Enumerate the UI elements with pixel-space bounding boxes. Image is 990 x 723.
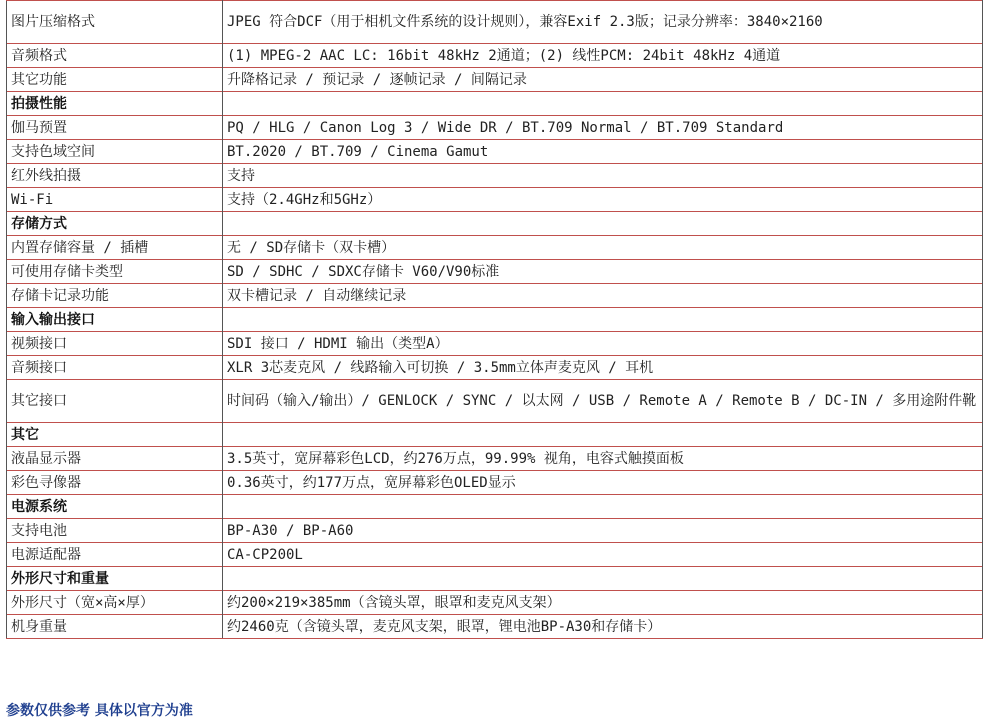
- section-title: 存储方式: [7, 212, 223, 236]
- table-row: [7, 260, 983, 284]
- table-row: [7, 543, 983, 567]
- section-title: 外形尺寸和重量: [7, 567, 223, 591]
- section-blank-cell: [223, 567, 983, 591]
- section-title: 拍摄性能: [7, 92, 223, 116]
- table-row: [7, 332, 983, 356]
- spec-value: PQ / HLG / Canon Log 3 / Wide DR / BT.709 Normal / BT.709 Standard: [223, 116, 983, 140]
- spec-label: 支持色域空间: [7, 140, 223, 164]
- spec-value: 支持: [223, 164, 983, 188]
- section-header-row: [7, 567, 983, 591]
- spec-label: 红外线拍摄: [7, 164, 223, 188]
- spec-label: 机身重量: [7, 615, 223, 639]
- table-row: [7, 356, 983, 380]
- spec-value: BT.2020 / BT.709 / Cinema Gamut: [223, 140, 983, 164]
- spec-table: [6, 0, 983, 639]
- table-row: [7, 471, 983, 495]
- spec-value: XLR 3芯麦克风 / 线路输入可切换 / 3.5mm立体声麦克风 / 耳机: [223, 356, 983, 380]
- spec-label: 其它功能: [7, 68, 223, 92]
- table-row: [7, 1, 983, 44]
- spec-value: 约2460克（含镜头罩，麦克风支架，眼罩，锂电池BP-A30和存储卡）: [223, 615, 983, 639]
- spec-value: 双卡槽记录 / 自动继续记录: [223, 284, 983, 308]
- section-blank-cell: [223, 92, 983, 116]
- section-header-row: [7, 212, 983, 236]
- spec-label: 外形尺寸（宽×高×厚）: [7, 591, 223, 615]
- spec-label: 视频接口: [7, 332, 223, 356]
- spec-value: 0.36英寸，约177万点，宽屏幕彩色OLED显示: [223, 471, 983, 495]
- spec-value: (1) MPEG-2 AAC LC: 16bit 48kHz 2通道；(2) 线性PCM: 24bit 48kHz 4通道: [223, 44, 983, 68]
- section-title: 电源系统: [7, 495, 223, 519]
- spec-value: SDI 接口 / HDMI 输出（类型A）: [223, 332, 983, 356]
- table-row: [7, 236, 983, 260]
- spec-label: 支持电池: [7, 519, 223, 543]
- spec-label: 液晶显示器: [7, 447, 223, 471]
- spec-label: 内置存储容量 / 插槽: [7, 236, 223, 260]
- section-title: 其它: [7, 423, 223, 447]
- spec-label: 存储卡记录功能: [7, 284, 223, 308]
- table-row: [7, 284, 983, 308]
- spec-label: 可使用存储卡类型: [7, 260, 223, 284]
- spec-value: 约200×219×385mm（含镜头罩，眼罩和麦克风支架）: [223, 591, 983, 615]
- spec-value: BP-A30 / BP-A60: [223, 519, 983, 543]
- table-row: [7, 188, 983, 212]
- disclaimer-note: 参数仅供参考 具体以官方为准: [6, 703, 193, 719]
- table-row: [7, 447, 983, 471]
- section-blank-cell: [223, 423, 983, 447]
- spec-value: JPEG 符合DCF（用于相机文件系统的设计规则），兼容Exif 2.3版；记录分辨率：3840×2160: [223, 1, 983, 44]
- section-blank-cell: [223, 308, 983, 332]
- section-header-row: [7, 308, 983, 332]
- spec-label: 音频格式: [7, 44, 223, 68]
- spec-label: 伽马预置: [7, 116, 223, 140]
- table-row: [7, 140, 983, 164]
- table-row: [7, 164, 983, 188]
- section-blank-cell: [223, 212, 983, 236]
- spec-value: 支持（2.4GHz和5GHz）: [223, 188, 983, 212]
- spec-table-body: [7, 1, 983, 639]
- table-row: [7, 116, 983, 140]
- spec-value: 无 / SD存储卡（双卡槽）: [223, 236, 983, 260]
- spec-value: 3.5英寸，宽屏幕彩色LCD，约276万点，99.99% 视角，电容式触摸面板: [223, 447, 983, 471]
- spec-value: CA-CP200L: [223, 543, 983, 567]
- table-row: [7, 591, 983, 615]
- spec-value: 升降格记录 / 预记录 / 逐帧记录 / 间隔记录: [223, 68, 983, 92]
- spec-label: 电源适配器: [7, 543, 223, 567]
- table-row: [7, 519, 983, 543]
- spec-label: 音频接口: [7, 356, 223, 380]
- section-blank-cell: [223, 495, 983, 519]
- table-row: [7, 615, 983, 639]
- spec-label: 其它接口: [7, 380, 223, 423]
- spec-value: 时间码（输入/输出）/ GENLOCK / SYNC / 以太网 / USB / Remote A / Remote B / DC-IN / 多用途附件靴: [223, 380, 983, 423]
- section-header-row: [7, 495, 983, 519]
- section-title: 输入输出接口: [7, 308, 223, 332]
- section-header-row: [7, 423, 983, 447]
- spec-label: 彩色寻像器: [7, 471, 223, 495]
- spec-label: 图片压缩格式: [7, 1, 223, 44]
- table-row: [7, 68, 983, 92]
- spec-label: Wi-Fi: [7, 188, 223, 212]
- table-row: [7, 380, 983, 423]
- spec-value: SD / SDHC / SDXC存储卡 V60/V90标准: [223, 260, 983, 284]
- section-header-row: [7, 92, 983, 116]
- table-row: [7, 44, 983, 68]
